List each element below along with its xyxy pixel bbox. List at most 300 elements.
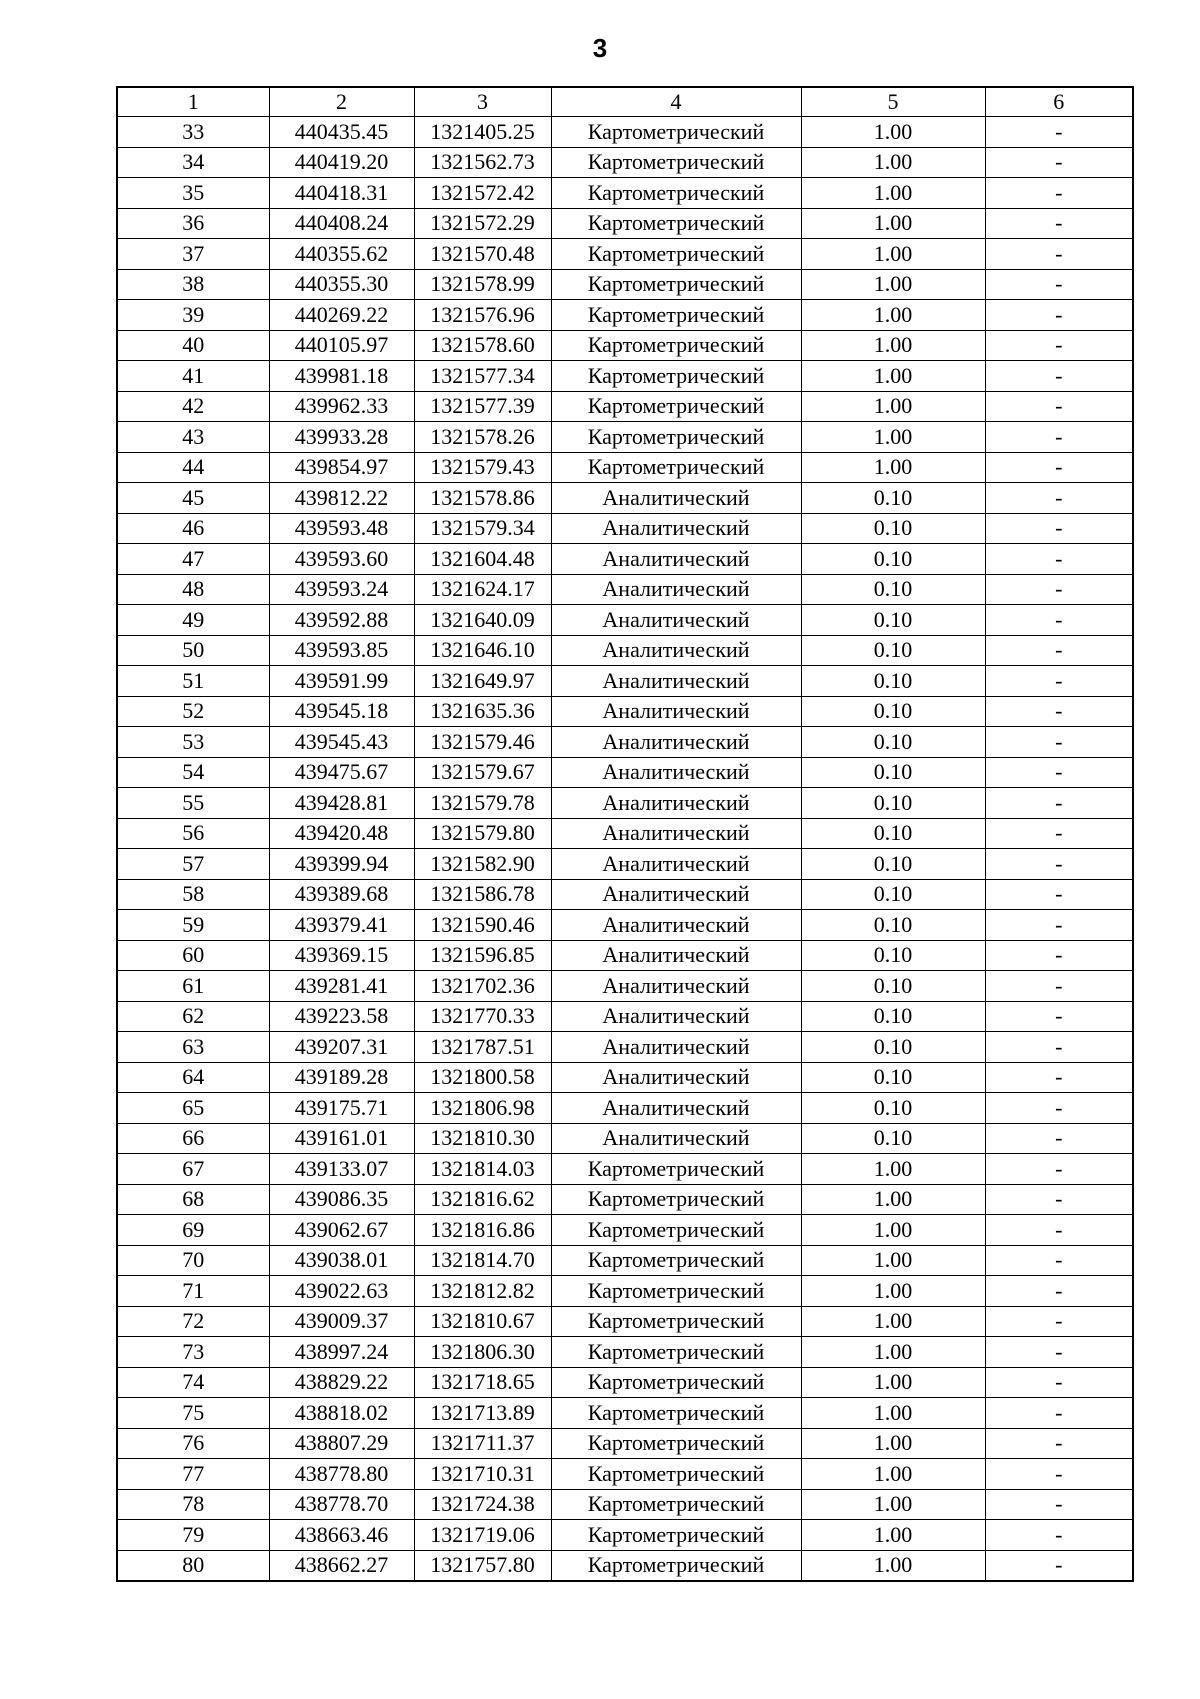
y-coordinate-cell: 1321810.30: [414, 1123, 551, 1154]
note-cell: -: [985, 300, 1133, 331]
accuracy-cell: 0.10: [801, 971, 985, 1002]
table-row: [117, 879, 1133, 910]
note-cell: -: [985, 727, 1133, 758]
accuracy-cell: 0.10: [801, 1032, 985, 1063]
point-number-cell: 57: [117, 849, 269, 880]
note-cell: -: [985, 1001, 1133, 1032]
x-coordinate-cell: 439175.71: [269, 1093, 414, 1124]
point-number-cell: 62: [117, 1001, 269, 1032]
method-cell: Картометрический: [551, 1245, 801, 1276]
y-coordinate-cell: 1321635.36: [414, 696, 551, 727]
note-cell: -: [985, 1215, 1133, 1246]
x-coordinate-cell: 439591.99: [269, 666, 414, 697]
note-cell: -: [985, 452, 1133, 483]
accuracy-cell: 1.00: [801, 1398, 985, 1429]
accuracy-cell: 0.10: [801, 1001, 985, 1032]
method-cell: Картометрический: [551, 300, 801, 331]
note-cell: -: [985, 269, 1133, 300]
point-number-cell: 43: [117, 422, 269, 453]
x-coordinate-cell: 439545.18: [269, 696, 414, 727]
y-coordinate-cell: 1321562.73: [414, 147, 551, 178]
accuracy-cell: 0.10: [801, 1123, 985, 1154]
x-coordinate-cell: 439133.07: [269, 1154, 414, 1185]
note-cell: -: [985, 1489, 1133, 1520]
x-coordinate-cell: 439593.48: [269, 513, 414, 544]
accuracy-cell: 1.00: [801, 239, 985, 270]
y-coordinate-cell: 1321579.67: [414, 757, 551, 788]
note-cell: -: [985, 1184, 1133, 1215]
y-coordinate-cell: 1321816.62: [414, 1184, 551, 1215]
y-coordinate-cell: 1321578.26: [414, 422, 551, 453]
accuracy-cell: 0.10: [801, 818, 985, 849]
table-row: [117, 1520, 1133, 1551]
y-coordinate-cell: 1321624.17: [414, 574, 551, 605]
method-cell: Аналитический: [551, 879, 801, 910]
y-coordinate-cell: 1321578.60: [414, 330, 551, 361]
table-row: [117, 1398, 1133, 1429]
table-row: [117, 971, 1133, 1002]
x-coordinate-cell: 438662.27: [269, 1550, 414, 1581]
point-number-cell: 75: [117, 1398, 269, 1429]
y-coordinate-cell: 1321570.48: [414, 239, 551, 270]
method-cell: Картометрический: [551, 1428, 801, 1459]
accuracy-cell: 1.00: [801, 1306, 985, 1337]
point-number-cell: 59: [117, 910, 269, 941]
note-cell: -: [985, 1062, 1133, 1093]
table-row: [117, 1550, 1133, 1581]
accuracy-cell: 1.00: [801, 361, 985, 392]
point-number-cell: 46: [117, 513, 269, 544]
note-cell: -: [985, 178, 1133, 209]
method-cell: Аналитический: [551, 849, 801, 880]
accuracy-cell: 0.10: [801, 879, 985, 910]
x-coordinate-cell: 439592.88: [269, 605, 414, 636]
method-cell: Картометрический: [551, 239, 801, 270]
accuracy-cell: 0.10: [801, 1093, 985, 1124]
x-coordinate-cell: 439545.43: [269, 727, 414, 758]
accuracy-cell: 1.00: [801, 1520, 985, 1551]
x-coordinate-cell: 438778.80: [269, 1459, 414, 1490]
accuracy-cell: 1.00: [801, 1367, 985, 1398]
method-cell: Аналитический: [551, 605, 801, 636]
x-coordinate-cell: 438663.46: [269, 1520, 414, 1551]
point-number-cell: 79: [117, 1520, 269, 1551]
y-coordinate-cell: 1321800.58: [414, 1062, 551, 1093]
table-row: [117, 910, 1133, 941]
table-row: [117, 1489, 1133, 1520]
note-cell: -: [985, 483, 1133, 514]
method-cell: Аналитический: [551, 544, 801, 575]
table-row: [117, 1154, 1133, 1185]
method-cell: Аналитический: [551, 1062, 801, 1093]
table-header-row: [117, 87, 1133, 117]
method-cell: Аналитический: [551, 757, 801, 788]
table-row: [117, 1337, 1133, 1368]
x-coordinate-cell: 439379.41: [269, 910, 414, 941]
x-coordinate-cell: 439593.60: [269, 544, 414, 575]
x-coordinate-cell: 439981.18: [269, 361, 414, 392]
table-row: [117, 666, 1133, 697]
point-number-cell: 41: [117, 361, 269, 392]
note-cell: -: [985, 1093, 1133, 1124]
note-cell: -: [985, 1306, 1133, 1337]
x-coordinate-cell: 438997.24: [269, 1337, 414, 1368]
y-coordinate-cell: 1321812.82: [414, 1276, 551, 1307]
y-coordinate-cell: 1321814.03: [414, 1154, 551, 1185]
table-row: [117, 1459, 1133, 1490]
x-coordinate-cell: 439428.81: [269, 788, 414, 819]
x-coordinate-cell: 440419.20: [269, 147, 414, 178]
table-row: [117, 635, 1133, 666]
note-cell: -: [985, 208, 1133, 239]
note-cell: -: [985, 1276, 1133, 1307]
accuracy-cell: 0.10: [801, 696, 985, 727]
point-number-cell: 72: [117, 1306, 269, 1337]
point-number-cell: 47: [117, 544, 269, 575]
point-number-cell: 36: [117, 208, 269, 239]
accuracy-cell: 1.00: [801, 1337, 985, 1368]
note-cell: -: [985, 1245, 1133, 1276]
note-cell: -: [985, 1459, 1133, 1490]
method-cell: Аналитический: [551, 696, 801, 727]
method-cell: Аналитический: [551, 1093, 801, 1124]
accuracy-cell: 0.10: [801, 666, 985, 697]
y-coordinate-cell: 1321579.34: [414, 513, 551, 544]
note-cell: -: [985, 635, 1133, 666]
accuracy-cell: 1.00: [801, 391, 985, 422]
accuracy-cell: 0.10: [801, 727, 985, 758]
accuracy-cell: 0.10: [801, 513, 985, 544]
method-cell: Аналитический: [551, 1001, 801, 1032]
method-cell: Аналитический: [551, 818, 801, 849]
point-number-cell: 67: [117, 1154, 269, 1185]
y-coordinate-cell: 1321579.43: [414, 452, 551, 483]
method-cell: Аналитический: [551, 940, 801, 971]
table-row: [117, 1306, 1133, 1337]
x-coordinate-cell: 440355.30: [269, 269, 414, 300]
table-row: [117, 422, 1133, 453]
method-cell: Картометрический: [551, 1276, 801, 1307]
column-header: 1: [117, 87, 269, 117]
x-coordinate-cell: 438818.02: [269, 1398, 414, 1429]
y-coordinate-cell: 1321713.89: [414, 1398, 551, 1429]
y-coordinate-cell: 1321604.48: [414, 544, 551, 575]
table-row: [117, 269, 1133, 300]
point-number-cell: 64: [117, 1062, 269, 1093]
y-coordinate-cell: 1321572.42: [414, 178, 551, 209]
accuracy-cell: 1.00: [801, 1276, 985, 1307]
method-cell: Картометрический: [551, 1154, 801, 1185]
method-cell: Аналитический: [551, 483, 801, 514]
table-row: [117, 1215, 1133, 1246]
note-cell: -: [985, 1123, 1133, 1154]
table-row: [117, 1062, 1133, 1093]
x-coordinate-cell: 439369.15: [269, 940, 414, 971]
point-number-cell: 68: [117, 1184, 269, 1215]
note-cell: -: [985, 666, 1133, 697]
table-row: [117, 788, 1133, 819]
table-row: [117, 849, 1133, 880]
y-coordinate-cell: 1321718.65: [414, 1367, 551, 1398]
point-number-cell: 61: [117, 971, 269, 1002]
x-coordinate-cell: 440435.45: [269, 117, 414, 148]
x-coordinate-cell: 439399.94: [269, 849, 414, 880]
table-row: [117, 757, 1133, 788]
y-coordinate-cell: 1321572.29: [414, 208, 551, 239]
point-number-cell: 42: [117, 391, 269, 422]
point-number-cell: 53: [117, 727, 269, 758]
method-cell: Аналитический: [551, 910, 801, 941]
column-header: 4: [551, 87, 801, 117]
table-row: [117, 1001, 1133, 1032]
note-cell: -: [985, 696, 1133, 727]
table-row: [117, 452, 1133, 483]
method-cell: Картометрический: [551, 361, 801, 392]
table-row: [117, 208, 1133, 239]
note-cell: -: [985, 788, 1133, 819]
accuracy-cell: 0.10: [801, 940, 985, 971]
x-coordinate-cell: 439420.48: [269, 818, 414, 849]
method-cell: Картометрический: [551, 1367, 801, 1398]
table-row: [117, 1093, 1133, 1124]
method-cell: Аналитический: [551, 574, 801, 605]
note-cell: -: [985, 605, 1133, 636]
note-cell: -: [985, 1428, 1133, 1459]
table-row: [117, 605, 1133, 636]
coordinates-table: [116, 86, 1134, 1582]
accuracy-cell: 1.00: [801, 269, 985, 300]
accuracy-cell: 1.00: [801, 208, 985, 239]
note-cell: -: [985, 1367, 1133, 1398]
accuracy-cell: 1.00: [801, 422, 985, 453]
note-cell: -: [985, 1337, 1133, 1368]
note-cell: -: [985, 879, 1133, 910]
accuracy-cell: 1.00: [801, 1428, 985, 1459]
point-number-cell: 52: [117, 696, 269, 727]
point-number-cell: 38: [117, 269, 269, 300]
y-coordinate-cell: 1321578.99: [414, 269, 551, 300]
x-coordinate-cell: 439009.37: [269, 1306, 414, 1337]
x-coordinate-cell: 439812.22: [269, 483, 414, 514]
y-coordinate-cell: 1321578.86: [414, 483, 551, 514]
table-row: [117, 1245, 1133, 1276]
note-cell: -: [985, 940, 1133, 971]
point-number-cell: 80: [117, 1550, 269, 1581]
y-coordinate-cell: 1321405.25: [414, 117, 551, 148]
table-row: [117, 483, 1133, 514]
point-number-cell: 71: [117, 1276, 269, 1307]
note-cell: -: [985, 1032, 1133, 1063]
point-number-cell: 70: [117, 1245, 269, 1276]
table-row: [117, 147, 1133, 178]
y-coordinate-cell: 1321816.86: [414, 1215, 551, 1246]
column-header: 2: [269, 87, 414, 117]
point-number-cell: 37: [117, 239, 269, 270]
method-cell: Аналитический: [551, 788, 801, 819]
note-cell: -: [985, 1398, 1133, 1429]
point-number-cell: 69: [117, 1215, 269, 1246]
accuracy-cell: 1.00: [801, 1245, 985, 1276]
x-coordinate-cell: 439962.33: [269, 391, 414, 422]
point-number-cell: 78: [117, 1489, 269, 1520]
table-row: [117, 117, 1133, 148]
table-row: [117, 300, 1133, 331]
method-cell: Картометрический: [551, 1337, 801, 1368]
method-cell: Картометрический: [551, 391, 801, 422]
x-coordinate-cell: 439475.67: [269, 757, 414, 788]
note-cell: -: [985, 239, 1133, 270]
point-number-cell: 35: [117, 178, 269, 209]
y-coordinate-cell: 1321646.10: [414, 635, 551, 666]
method-cell: Картометрический: [551, 1459, 801, 1490]
x-coordinate-cell: 439593.24: [269, 574, 414, 605]
y-coordinate-cell: 1321649.97: [414, 666, 551, 697]
method-cell: Картометрический: [551, 1398, 801, 1429]
method-cell: Аналитический: [551, 1032, 801, 1063]
y-coordinate-cell: 1321719.06: [414, 1520, 551, 1551]
accuracy-cell: 1.00: [801, 147, 985, 178]
y-coordinate-cell: 1321577.39: [414, 391, 551, 422]
x-coordinate-cell: 439038.01: [269, 1245, 414, 1276]
table-row: [117, 330, 1133, 361]
point-number-cell: 55: [117, 788, 269, 819]
accuracy-cell: 1.00: [801, 1215, 985, 1246]
note-cell: -: [985, 513, 1133, 544]
note-cell: -: [985, 330, 1133, 361]
point-number-cell: 58: [117, 879, 269, 910]
y-coordinate-cell: 1321702.36: [414, 971, 551, 1002]
method-cell: Картометрический: [551, 452, 801, 483]
note-cell: -: [985, 422, 1133, 453]
accuracy-cell: 0.10: [801, 483, 985, 514]
x-coordinate-cell: 439062.67: [269, 1215, 414, 1246]
accuracy-cell: 0.10: [801, 910, 985, 941]
x-coordinate-cell: 439593.85: [269, 635, 414, 666]
note-cell: -: [985, 971, 1133, 1002]
y-coordinate-cell: 1321582.90: [414, 849, 551, 880]
accuracy-cell: 0.10: [801, 574, 985, 605]
accuracy-cell: 1.00: [801, 1459, 985, 1490]
method-cell: Картометрический: [551, 1306, 801, 1337]
y-coordinate-cell: 1321577.34: [414, 361, 551, 392]
note-cell: -: [985, 544, 1133, 575]
method-cell: Аналитический: [551, 666, 801, 697]
accuracy-cell: 1.00: [801, 1489, 985, 1520]
method-cell: Картометрический: [551, 330, 801, 361]
point-number-cell: 77: [117, 1459, 269, 1490]
accuracy-cell: 0.10: [801, 757, 985, 788]
x-coordinate-cell: 440418.31: [269, 178, 414, 209]
note-cell: -: [985, 910, 1133, 941]
point-number-cell: 34: [117, 147, 269, 178]
y-coordinate-cell: 1321757.80: [414, 1550, 551, 1581]
accuracy-cell: 1.00: [801, 1184, 985, 1215]
point-number-cell: 50: [117, 635, 269, 666]
method-cell: Картометрический: [551, 1520, 801, 1551]
method-cell: Картометрический: [551, 1489, 801, 1520]
table-row: [117, 1123, 1133, 1154]
y-coordinate-cell: 1321640.09: [414, 605, 551, 636]
point-number-cell: 63: [117, 1032, 269, 1063]
method-cell: Аналитический: [551, 635, 801, 666]
point-number-cell: 74: [117, 1367, 269, 1398]
x-coordinate-cell: 439189.28: [269, 1062, 414, 1093]
x-coordinate-cell: 439086.35: [269, 1184, 414, 1215]
page-number: 3: [592, 33, 608, 63]
y-coordinate-cell: 1321579.78: [414, 788, 551, 819]
method-cell: Аналитический: [551, 727, 801, 758]
y-coordinate-cell: 1321770.33: [414, 1001, 551, 1032]
point-number-cell: 40: [117, 330, 269, 361]
method-cell: Картометрический: [551, 269, 801, 300]
note-cell: -: [985, 1520, 1133, 1551]
y-coordinate-cell: 1321579.46: [414, 727, 551, 758]
y-coordinate-cell: 1321576.96: [414, 300, 551, 331]
table-row: [117, 1032, 1133, 1063]
method-cell: Аналитический: [551, 971, 801, 1002]
x-coordinate-cell: 439281.41: [269, 971, 414, 1002]
y-coordinate-cell: 1321810.67: [414, 1306, 551, 1337]
column-header: 5: [801, 87, 985, 117]
y-coordinate-cell: 1321710.31: [414, 1459, 551, 1490]
y-coordinate-cell: 1321596.85: [414, 940, 551, 971]
y-coordinate-cell: 1321814.70: [414, 1245, 551, 1276]
x-coordinate-cell: 440408.24: [269, 208, 414, 239]
method-cell: Аналитический: [551, 1123, 801, 1154]
x-coordinate-cell: 439161.01: [269, 1123, 414, 1154]
x-coordinate-cell: 439854.97: [269, 452, 414, 483]
accuracy-cell: 1.00: [801, 117, 985, 148]
table-row: [117, 178, 1133, 209]
method-cell: Картометрический: [551, 1184, 801, 1215]
column-header: 3: [414, 87, 551, 117]
point-number-cell: 56: [117, 818, 269, 849]
point-number-cell: 76: [117, 1428, 269, 1459]
note-cell: -: [985, 574, 1133, 605]
x-coordinate-cell: 439022.63: [269, 1276, 414, 1307]
x-coordinate-cell: 439207.31: [269, 1032, 414, 1063]
x-coordinate-cell: 440105.97: [269, 330, 414, 361]
table-row: [117, 574, 1133, 605]
table-row: [117, 1428, 1133, 1459]
note-cell: -: [985, 117, 1133, 148]
accuracy-cell: 0.10: [801, 605, 985, 636]
table-row: [117, 1367, 1133, 1398]
y-coordinate-cell: 1321787.51: [414, 1032, 551, 1063]
table-row: [117, 818, 1133, 849]
note-cell: -: [985, 1154, 1133, 1185]
method-cell: Картометрический: [551, 178, 801, 209]
point-number-cell: 73: [117, 1337, 269, 1368]
method-cell: Картометрический: [551, 147, 801, 178]
table-row: [117, 940, 1133, 971]
point-number-cell: 66: [117, 1123, 269, 1154]
method-cell: Картометрический: [551, 1550, 801, 1581]
note-cell: -: [985, 818, 1133, 849]
table-row: [117, 1184, 1133, 1215]
method-cell: Картометрический: [551, 117, 801, 148]
note-cell: -: [985, 757, 1133, 788]
point-number-cell: 49: [117, 605, 269, 636]
table-body: [117, 117, 1133, 1582]
table-row: [117, 513, 1133, 544]
point-number-cell: 60: [117, 940, 269, 971]
y-coordinate-cell: 1321806.30: [414, 1337, 551, 1368]
table-row: [117, 391, 1133, 422]
y-coordinate-cell: 1321711.37: [414, 1428, 551, 1459]
table-row: [117, 239, 1133, 270]
point-number-cell: 65: [117, 1093, 269, 1124]
